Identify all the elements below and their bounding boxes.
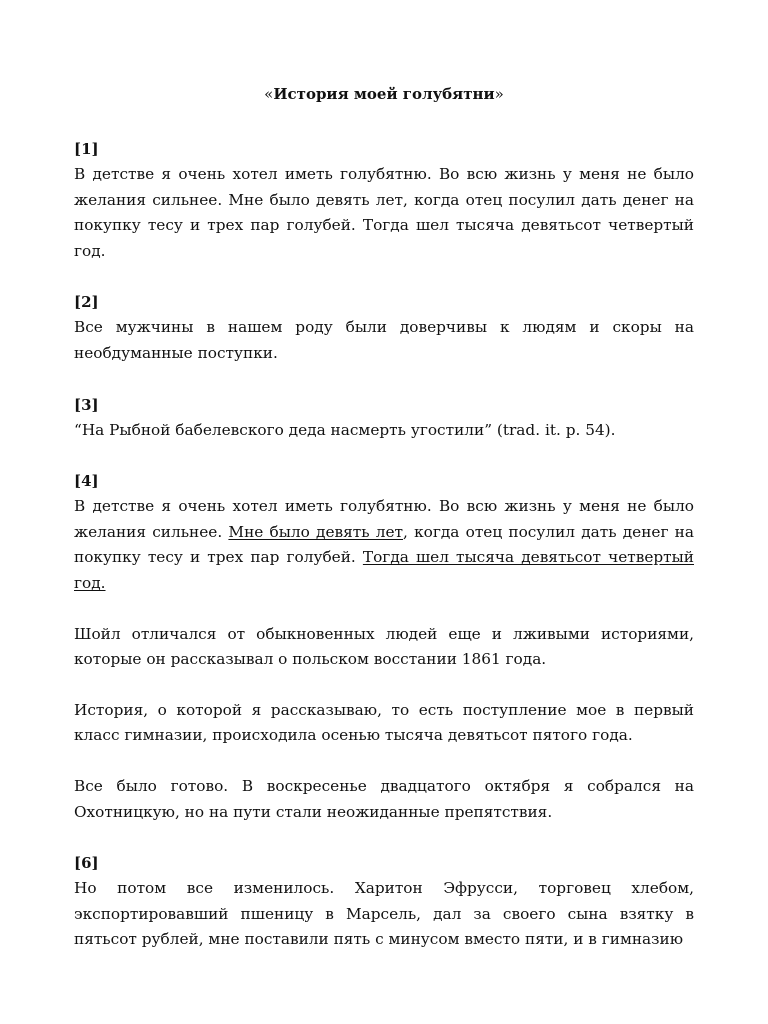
section-marker-2: [2] <box>74 293 99 312</box>
underlined-phrase-age: Мне было девять лет <box>228 522 404 541</box>
section-2 <box>74 289 694 366</box>
section-text-6: Но потом все изменилось. Харитон Эфрусси, торговец хлебом, экспортировавший пшеницу в Марсель, дал за своего сына взятку в пятьсот рублей, мне поставили пять с минусом вместо пяти, и в гимназию <box>74 879 694 949</box>
section-text-3: “На Рыбной бабелевского деда насмерть угостили” (trad. it. p. 54). <box>74 420 616 439</box>
section-marker-4: [4] <box>74 472 99 491</box>
section-1 <box>74 136 694 264</box>
section-text-2: Все мужчины в нашем роду были доверчивы к людям и скоры на необдуманные поступки. <box>74 318 694 362</box>
section-text-1: В детстве я очень хотел иметь голубятню. Во всю жизнь у меня не было желания сильнее. Мне было девять лет, когда отец посулил дать денег на покупку тесу и трех пар голубей. Тогда шел тысяча девятьсот четвертый год. <box>74 165 694 260</box>
underlined-phrase-year: Тогда шел тысяча девятьсот четвертый год. <box>74 548 694 592</box>
paragraph-history: История, о которой я рассказываю, то есть поступление мое в первый класс гимназии, происходила осенью тысяча девятьсот пятого года. <box>74 700 694 745</box>
title-text: История моей голубятни <box>273 85 495 103</box>
title-close-quote: » <box>494 85 504 103</box>
section-4-text-part-2: , когда отец посулил дать денег на покупку тесу и трех пар голубей. <box>74 522 694 567</box>
section-6 <box>74 850 694 953</box>
document-title <box>74 82 694 106</box>
section-4 <box>74 468 694 596</box>
section-marker-6: [6] <box>74 854 99 873</box>
section-4-text-part-1: В детстве я очень хотел иметь голубятню. Во всю жизнь у меня не было желания сильнее. <box>74 497 694 541</box>
section-marker-1: [1] <box>74 140 99 158</box>
paragraph-shoil: Шойл отличался от обыкновенных людей еще и лживыми историями, которые он рассказывал о польском восстании 1861 года. <box>74 624 694 669</box>
section-3 <box>74 392 694 444</box>
section-marker-3: [3] <box>74 395 99 414</box>
section-text-4 <box>74 494 694 596</box>
title-open-quote: « <box>264 85 274 103</box>
paragraph-ready: Все было готово. В воскресенье двадцатого октября я собрался на Охотницкую, но на пути стали неожиданные препятствия. <box>74 776 694 821</box>
